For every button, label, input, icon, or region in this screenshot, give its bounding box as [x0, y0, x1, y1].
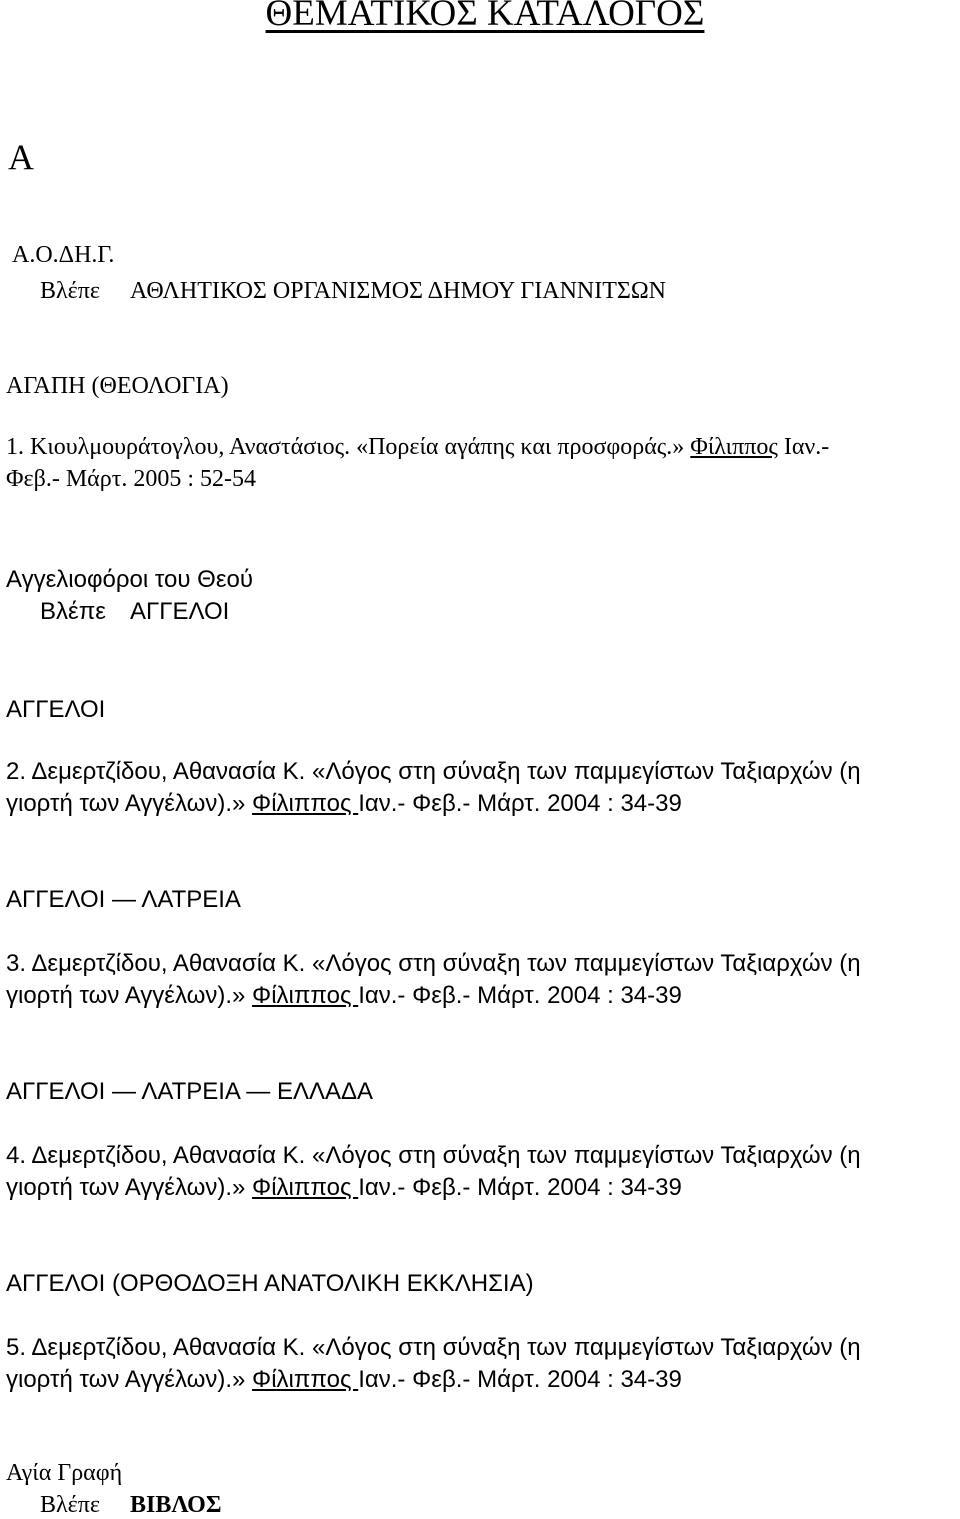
journal-link[interactable]: Φίλιππος: [690, 434, 778, 460]
citation-line: 2. Δεμερτζίδου, Αθανασία Κ. «Λόγος στη σύναξη των παμμεγίστων Ταξιαρχών (η: [6, 758, 861, 785]
section-letter: Α: [8, 137, 34, 177]
see-target: ΑΓΓΕΛΟΙ: [130, 598, 230, 625]
citation-line: 4. Δεμερτζίδου, Αθανασία Κ. «Λόγος στη σύναξη των παμμεγίστων Ταξιαρχών (η: [6, 1142, 861, 1169]
citation-text: γιορτή των Αγγέλων).»: [6, 790, 253, 817]
citation-line: 5. Δεμερτζίδου, Αθανασία Κ. «Λόγος στη σύναξη των παμμεγίστων Ταξιαρχών (η: [6, 1334, 861, 1361]
see-target: ΑΘΛΗΤΙΚΟΣ ΟΡΓΑΝΙΣΜΟΣ ΔΗΜΟΥ ΓΙΑΝΝΙΤΣΩΝ: [130, 278, 667, 304]
citation-text: Ιαν.- Φεβ.- Μάρτ. 2004 : 34-39: [358, 1366, 682, 1393]
entry-heading: Α.Ο.ΔΗ.Γ.: [12, 242, 115, 268]
entry-heading: ΑΓΓΕΛΟΙ — ΛΑΤΡΕΙΑ — ΕΛΛΑΔΑ: [6, 1078, 374, 1105]
entry-heading: Αγία Γραφή: [6, 1460, 123, 1486]
citation-line: [6, 982, 682, 1010]
page-title: ΘΕΜΑΤΙΚΟΣ ΚΑΤΑΛΟΓΟΣ: [265, 0, 705, 34]
citation-text: Ιαν.- Φεβ.- Μάρτ. 2004 : 34-39: [358, 982, 682, 1009]
see-target: ΒΙΒΛΟΣ: [130, 1492, 222, 1518]
journal-link[interactable]: Φίλιππος: [252, 1174, 359, 1201]
entry-heading: ΑΓΓΕΛΟΙ (ΟΡΘΟΔΟΞΗ ΑΝΑΤΟΛΙΚΗ ΕΚΚΛΗΣΙΑ): [6, 1270, 534, 1297]
entry-heading: ΑΓΓΕΛΟΙ: [6, 696, 106, 723]
citation-line: [6, 434, 829, 461]
see-label: Βλέπε: [40, 278, 100, 304]
citation-text: Ιαν.- Φεβ.- Μάρτ. 2004 : 34-39: [358, 790, 682, 817]
citation-text: 1. Κιουλμουράτογλου, Αναστάσιος. «Πορεία αγάπης και προσφοράς.»: [6, 434, 691, 460]
see-reference: [40, 598, 229, 626]
see-reference: [40, 278, 666, 305]
journal-link[interactable]: Φίλιππος: [252, 982, 359, 1009]
citation-text: γιορτή των Αγγέλων).»: [6, 982, 253, 1009]
citation-text: Ιαν.-: [777, 434, 830, 460]
see-reference: [40, 1492, 222, 1519]
citation-line: 3. Δεμερτζίδου, Αθανασία Κ. «Λόγος στη σύναξη των παμμεγίστων Ταξιαρχών (η: [6, 950, 861, 977]
see-label: Βλέπε: [40, 1492, 100, 1518]
citation-line: Φεβ.- Μάρτ. 2005 : 52-54: [6, 466, 257, 492]
citation-line: [6, 1174, 682, 1202]
journal-link[interactable]: Φίλιππος: [252, 790, 359, 817]
citation-line: [6, 1366, 682, 1394]
citation-text: γιορτή των Αγγέλων).»: [6, 1366, 253, 1393]
entry-heading: Αγγελιοφόροι του Θεού: [6, 566, 253, 593]
entry-heading: ΑΓΓΕΛΟΙ — ΛΑΤΡΕΙΑ: [6, 886, 241, 913]
citation-line: [6, 790, 682, 818]
entry-heading: ΑΓΑΠΗ (ΘΕΟΛΟΓΙΑ): [6, 373, 229, 399]
citation-text: γιορτή των Αγγέλων).»: [6, 1174, 253, 1201]
journal-link[interactable]: Φίλιππος: [252, 1366, 359, 1393]
see-label: Βλέπε: [40, 598, 106, 625]
citation-text: Ιαν.- Φεβ.- Μάρτ. 2004 : 34-39: [358, 1174, 682, 1201]
